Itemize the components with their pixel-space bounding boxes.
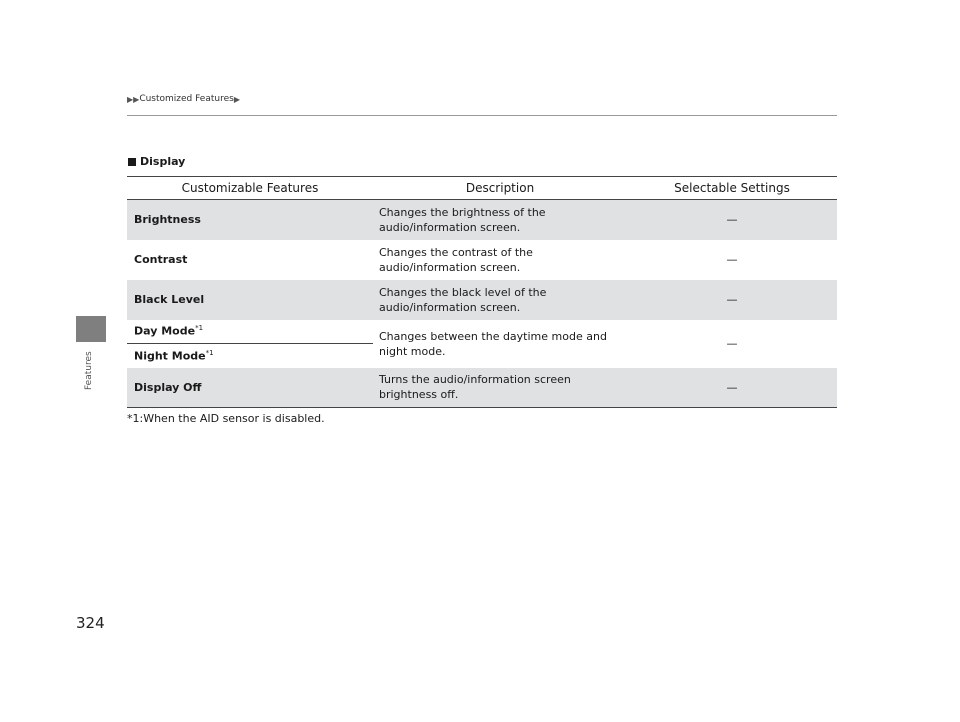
section-tab-marker bbox=[76, 316, 106, 342]
table-row bbox=[127, 280, 837, 320]
section-title-text: Display bbox=[140, 155, 186, 168]
table-row bbox=[127, 368, 837, 408]
breadcrumb-label: Customized Features bbox=[139, 94, 234, 104]
setting-cell: — bbox=[627, 200, 837, 240]
setting-cell: — bbox=[627, 280, 837, 320]
feature-cell bbox=[127, 320, 373, 344]
feature-name: Day Mode bbox=[134, 325, 196, 339]
page-number: 324 bbox=[76, 614, 105, 632]
feature-cell: Black Level bbox=[127, 280, 373, 320]
setting-cell: — bbox=[726, 337, 738, 350]
column-header-description: Description bbox=[373, 177, 627, 200]
triangle-right-icon: ▶ bbox=[233, 94, 240, 104]
description-cell: Changes the brightness of the audio/information screen. bbox=[373, 200, 627, 240]
footnote-marker: *1 bbox=[195, 324, 204, 333]
section-title bbox=[128, 155, 185, 168]
feature-cell: Brightness bbox=[127, 200, 373, 240]
setting-cell: — bbox=[627, 368, 837, 408]
column-header-settings: Selectable Settings bbox=[627, 177, 837, 200]
description-cell: Changes between the daytime mode and night mode. bbox=[379, 329, 607, 358]
feature-cell bbox=[127, 344, 373, 368]
table-header-row bbox=[127, 177, 837, 200]
footnote: *1:When the AID sensor is disabled. bbox=[127, 412, 325, 425]
table-row bbox=[127, 200, 837, 240]
feature-cell: Display Off bbox=[127, 368, 373, 408]
triangle-right-icon: ▶▶ bbox=[127, 94, 140, 104]
description-cell: Turns the audio/information screen brightness off. bbox=[373, 368, 627, 408]
feature-name: Night Mode bbox=[134, 349, 206, 363]
header-divider bbox=[127, 115, 837, 116]
setting-cell: — bbox=[726, 253, 738, 266]
table-row bbox=[127, 320, 837, 344]
footnote-marker: *1 bbox=[205, 348, 214, 357]
settings-table bbox=[127, 176, 837, 408]
column-header-features: Customizable Features bbox=[127, 177, 373, 200]
description-cell: Changes the black level of the audio/information screen. bbox=[373, 280, 627, 320]
side-section-label: Features bbox=[84, 351, 94, 390]
breadcrumb[interactable] bbox=[127, 94, 240, 104]
table-row bbox=[127, 240, 837, 280]
square-bullet-icon bbox=[128, 158, 136, 166]
feature-cell: Contrast bbox=[134, 253, 188, 266]
description-cell: Changes the contrast of the audio/information screen. bbox=[379, 245, 533, 274]
